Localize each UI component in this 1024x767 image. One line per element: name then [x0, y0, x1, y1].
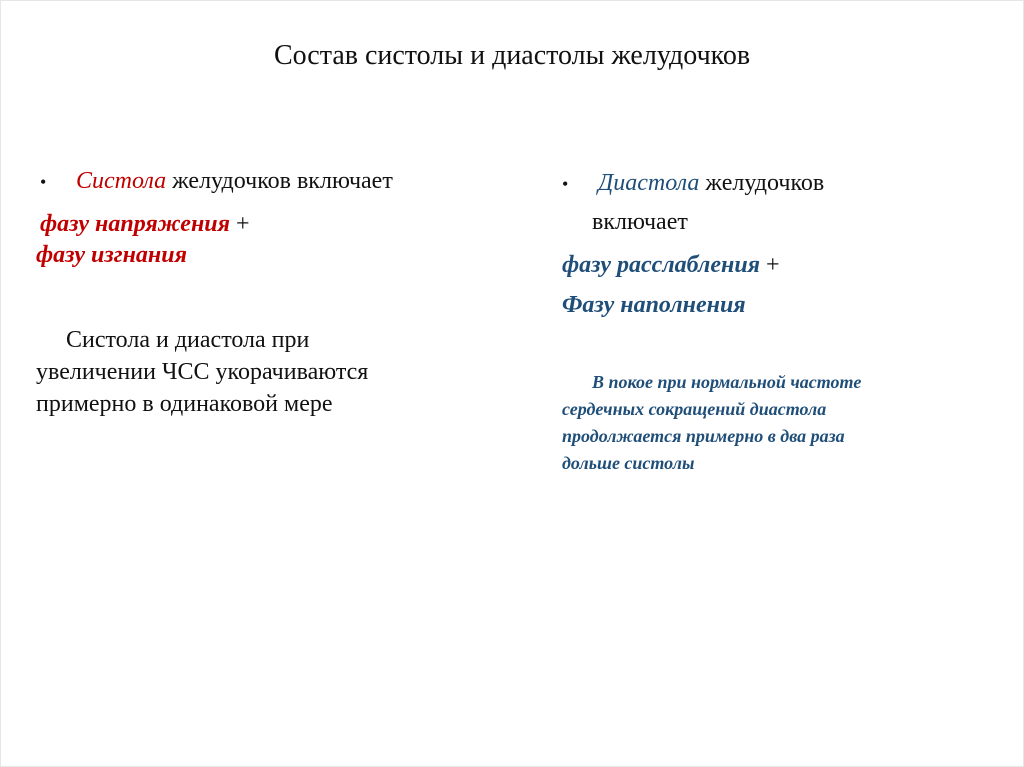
right-note-line-1: В покое при нормальной частоте: [592, 372, 862, 392]
systole-term: Систола: [76, 168, 167, 194]
right-note-line-4: дольше систолы: [562, 453, 695, 473]
right-lead-rest: желудочков: [699, 170, 825, 196]
systole-phase1: фазу напряжения: [40, 211, 230, 237]
right-note-line-3: продолжается примерно в два раза: [562, 426, 845, 446]
diastole-term: Диастола: [598, 170, 700, 196]
diastole-phase2: Фазу наполнения: [562, 292, 746, 318]
left-bullet: •: [40, 172, 47, 192]
slide-title: Состав систолы и диастолы желудочков: [273, 40, 751, 71]
right-phase1-line: [562, 250, 780, 280]
left-paragraph-line-1: Систола и диастола при: [66, 327, 310, 353]
diastole-phase1: фазу расслабления: [562, 252, 761, 278]
right-lead-line2: включает: [592, 209, 688, 235]
left-phase1-line: [40, 209, 250, 239]
systole-phase2: фазу изгнания: [36, 242, 187, 268]
right-note-line-2: сердечных сокращений диастола: [562, 399, 827, 419]
left-lead-line: [76, 166, 393, 196]
left-lead-rest: желудочков включает: [166, 168, 393, 194]
right-bullet: •: [562, 174, 569, 194]
left-plus: +: [229, 211, 250, 237]
left-paragraph-line-2: увеличении ЧСС укорачиваются: [36, 359, 369, 385]
right-plus: +: [760, 252, 780, 278]
right-lead-line: [598, 168, 824, 198]
left-paragraph-line-3: примерно в одинаковой мере: [36, 391, 333, 417]
